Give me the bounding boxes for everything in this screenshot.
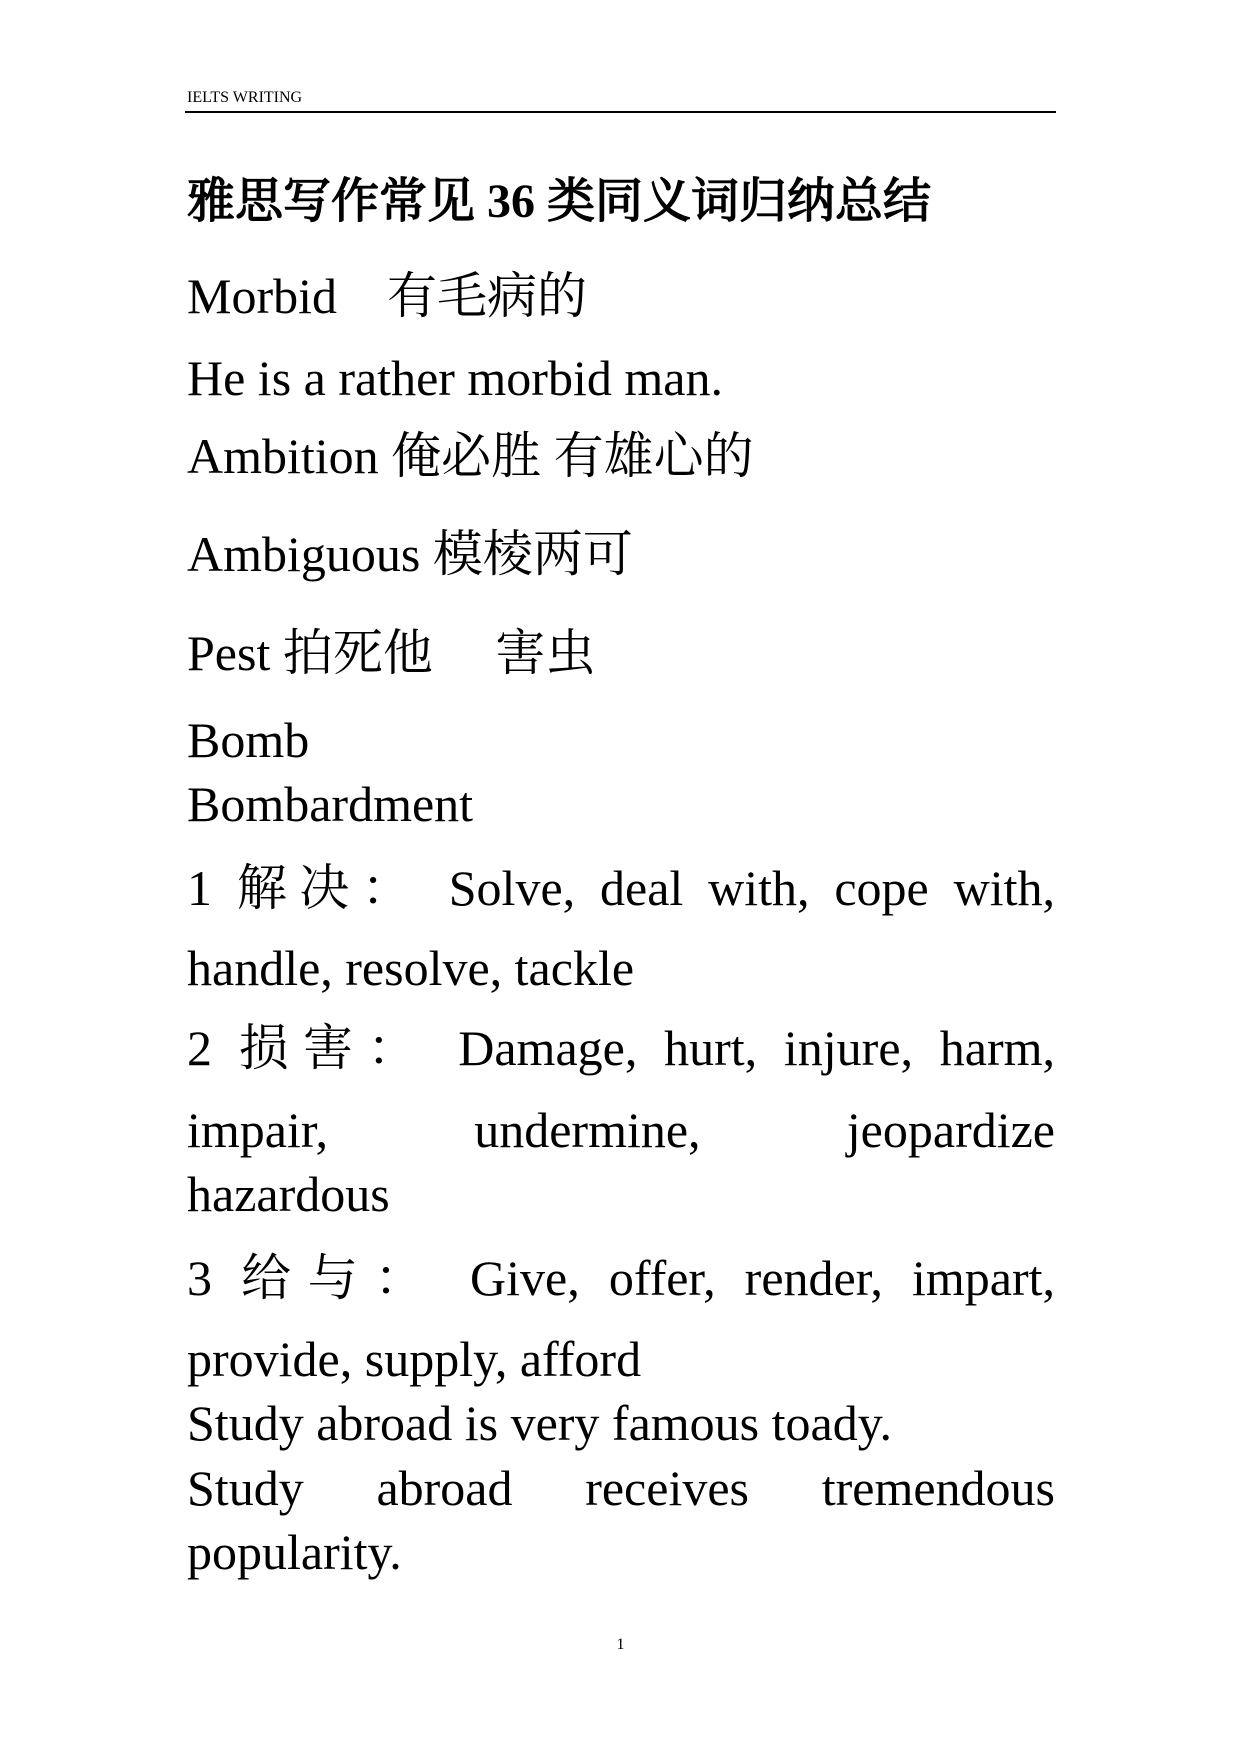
text-line: impair, undermine, jeopardize — [187, 1102, 1055, 1158]
text-line: popularity. — [187, 1524, 402, 1580]
text-line: Pest 拍死他 害虫 — [187, 625, 596, 681]
text-line: provide, supply, afford — [187, 1331, 642, 1387]
text-line: 3 给与： Give, offer, render, impart, — [187, 1250, 1055, 1306]
text-line: Bomb — [187, 712, 310, 768]
text-line: 1 解决： Solve, deal with, cope with, — [187, 860, 1055, 916]
text-line: Ambiguous 模棱两可 — [187, 526, 633, 582]
text-line: Study abroad receives tremendous — [187, 1460, 1055, 1516]
text-line: Study abroad is very famous toady. — [187, 1395, 892, 1451]
running-title: IELTS WRITING — [187, 89, 303, 106]
page-number: 1 — [616, 1636, 625, 1653]
text-line: Ambition 俺必胜 有雄心的 — [187, 428, 754, 484]
header-rule — [185, 111, 1056, 113]
text-line: 2 损害： Damage, hurt, injure, harm, — [187, 1020, 1055, 1076]
text-line: handle, resolve, tackle — [187, 940, 635, 996]
text-line: Morbid 有毛病的 — [187, 268, 587, 324]
text-line: hazardous — [187, 1166, 390, 1222]
text-line: Bombardment — [187, 776, 474, 832]
page-title: 雅思写作常见 36 类同义词归纳总结 — [187, 175, 932, 228]
text-line: He is a rather morbid man. — [187, 350, 723, 406]
